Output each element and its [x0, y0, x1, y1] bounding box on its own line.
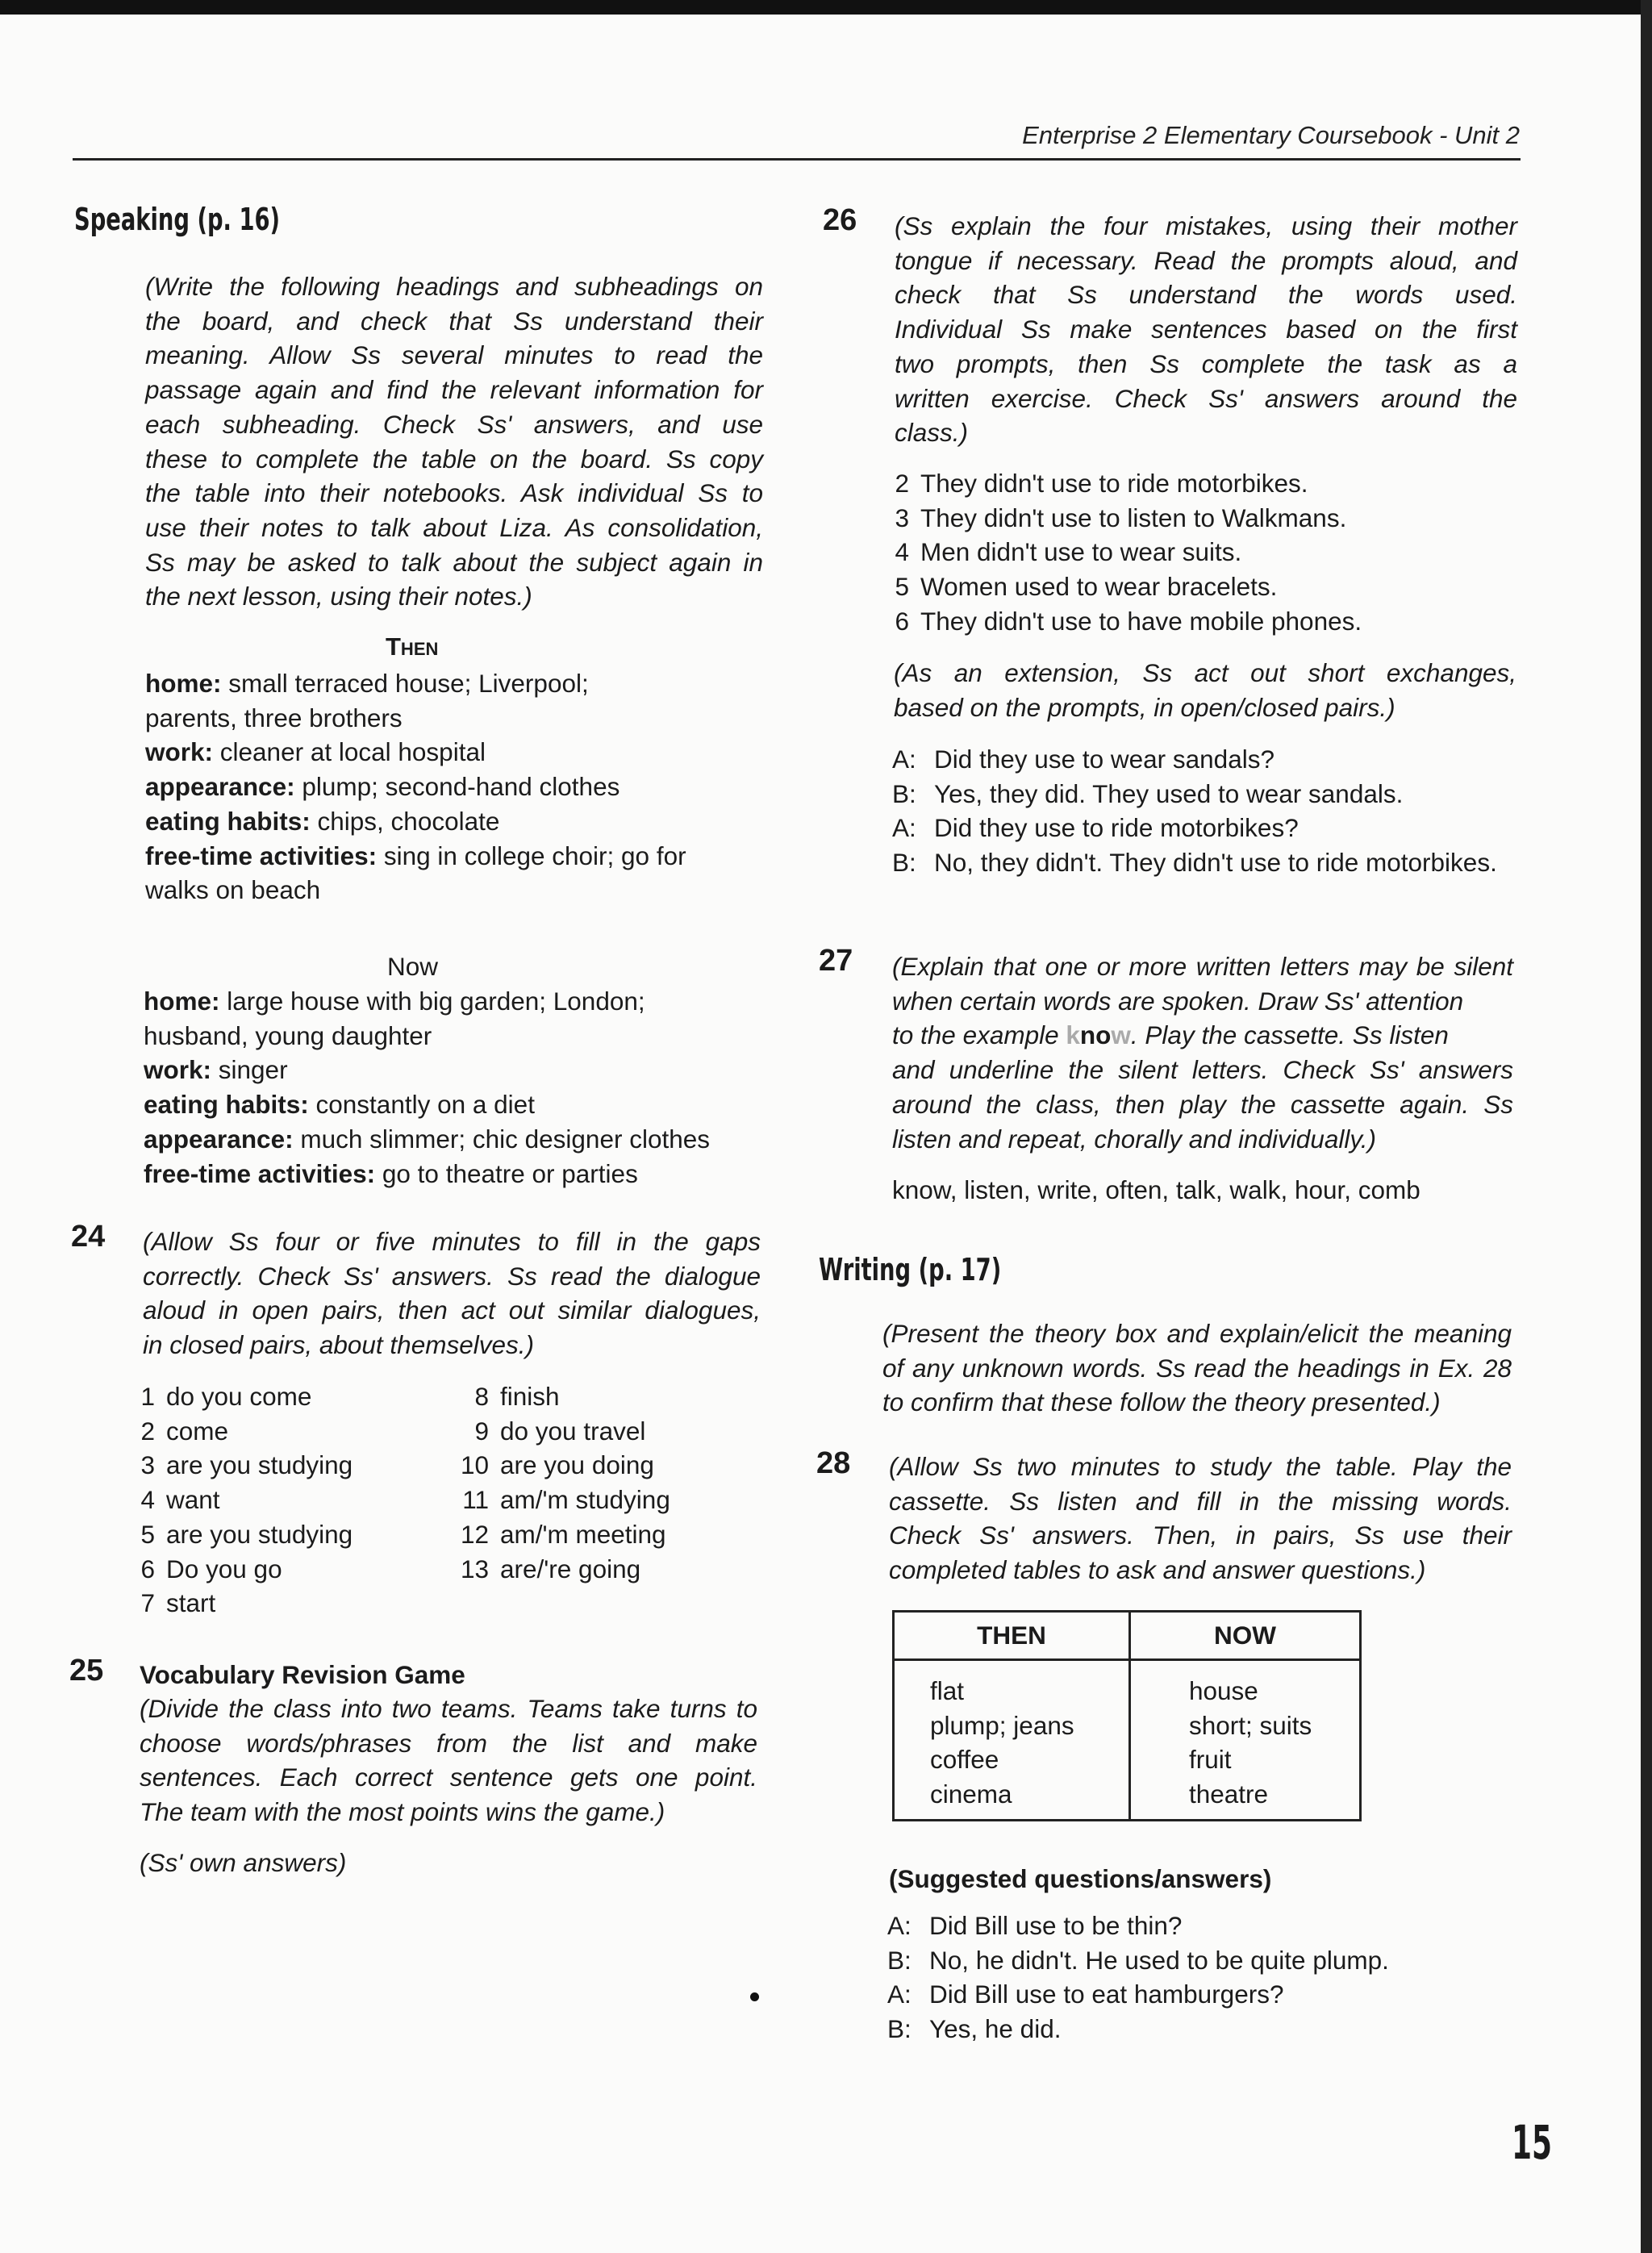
note-row [144, 1157, 773, 1191]
utterance: Did Bill use to eat hamburgers? [929, 1980, 1284, 2009]
item-text: Do you go [166, 1554, 282, 1583]
speaker: A: [892, 745, 916, 774]
item-number: 6 [895, 606, 909, 636]
text-line: (Allow Ss four or five minutes to fill in the gaps [143, 1227, 761, 1256]
table-col-then [894, 1660, 1130, 1821]
note-label: work: [145, 737, 214, 767]
text-line: Individual Ss make sentences based on the first [895, 315, 1517, 344]
text-line: use their notes to talk about Liza. As consolidation, [145, 512, 763, 542]
text-line: tongue if necessary. Read the prompts aloud, and [895, 245, 1517, 275]
note-row [144, 1053, 773, 1087]
text-line: in closed pairs, about themselves.) [143, 1330, 534, 1360]
note-text: small terraced house; Liverpool; [221, 669, 589, 698]
stray-mark [750, 1992, 759, 2001]
item-text: do you come [166, 1382, 312, 1411]
item-number: 1 [140, 1382, 155, 1411]
exercise-25-answer: (Ss' own answers) [140, 1848, 347, 1877]
speaking-instructions [145, 269, 763, 614]
text-line: choose words/phrases from the list and make [140, 1728, 757, 1758]
text-line: (Explain that one or more written letters may be silent [892, 952, 1513, 981]
exercise-26-instructions [895, 209, 1517, 450]
text-line: (Write the following headings and subheadings on [145, 272, 763, 301]
table-cell: coffee [930, 1745, 999, 1774]
note-row [144, 1122, 773, 1157]
exercise-27-word-list: know, listen, write, often, talk, walk, hour, comb [892, 1175, 1420, 1204]
note-text: large house with big garden; London; [219, 987, 645, 1016]
item-text: finish [500, 1382, 560, 1411]
note-row [145, 873, 774, 907]
note-text: sing in college choir; go for [377, 841, 686, 870]
text-line: aloud in open pairs, then act out similar dialogues, [143, 1295, 761, 1325]
text-line: The team with the most points wins the game.) [140, 1797, 665, 1827]
item-text: come [166, 1416, 229, 1446]
note-label: free-time activities: [145, 841, 378, 870]
note-text: constantly on a diet [308, 1090, 535, 1120]
dialogue-line [892, 811, 1517, 845]
item-text: do you travel [500, 1416, 646, 1446]
item-number: 13 [460, 1554, 489, 1583]
item-number: 2 [895, 469, 909, 498]
item-number: 9 [474, 1416, 489, 1446]
exercise-28-dialogue [887, 1909, 1516, 2046]
item-text: They didn't use to ride motorbikes. [920, 469, 1308, 498]
list-item [455, 1483, 761, 1517]
dialogue-line [887, 1909, 1516, 1943]
table-col-now [1130, 1660, 1361, 1821]
item-number: 3 [140, 1450, 155, 1480]
item-number: 4 [895, 537, 909, 567]
table-header-then: THEN [894, 1612, 1130, 1660]
exercise-24-instructions [143, 1225, 761, 1362]
text-line: (Ss explain the four mistakes, using their mother [895, 211, 1517, 240]
note-label: work: [144, 1055, 212, 1085]
exercise-24-number: 24 [71, 1220, 106, 1254]
item-number: 5 [140, 1519, 155, 1549]
item-text: am/'m studying [500, 1485, 670, 1515]
dialogue-line [892, 845, 1517, 880]
list-item [121, 1483, 428, 1517]
item-text: They didn't use to have mobile phones. [920, 606, 1362, 636]
text-line: around the class, then play the cassette again. Ss [892, 1089, 1513, 1119]
item-number: 8 [474, 1382, 489, 1411]
note-row [144, 984, 773, 1019]
item-text: Men didn't use to wear suits. [920, 537, 1242, 567]
now-notes [144, 984, 773, 1191]
list-item [121, 1379, 428, 1414]
text-line: listen and repeat, chorally and individually.) [892, 1124, 1377, 1154]
item-number: 4 [140, 1485, 155, 1515]
list-item [875, 604, 1521, 639]
text-line: meaning. Allow Ss several minutes to read the [145, 340, 763, 370]
item-number: 12 [460, 1519, 489, 1549]
exercise-25-title: Vocabulary Revision Game [140, 1660, 465, 1689]
speaker: A: [887, 1980, 912, 2009]
text-line: (Divide the class into two teams. Teams take turns to [140, 1694, 757, 1723]
table-cell: fruit [1189, 1745, 1232, 1774]
speaker: A: [887, 1911, 912, 1940]
text-line: to confirm that these follow the theory presented.) [882, 1387, 1441, 1417]
utterance: Yes, they did. They used to wear sandals. [934, 778, 1404, 808]
note-label: free-time activities: [144, 1158, 376, 1188]
item-number: 7 [140, 1588, 155, 1618]
note-text: husband, young daughter [144, 1020, 432, 1050]
item-text: Women used to wear bracelets. [920, 572, 1278, 602]
note-label: home: [145, 669, 222, 698]
exercise-27-number: 27 [819, 944, 853, 978]
list-item [875, 466, 1521, 501]
utterance: Did Bill use to be thin? [929, 1911, 1183, 1940]
text-line: these to complete the table on the board. Ss copy [145, 444, 763, 474]
list-item [875, 535, 1521, 570]
text-line: two prompts, then Ss complete the task as a [895, 348, 1517, 378]
note-row [145, 735, 774, 770]
writing-instructions [882, 1316, 1512, 1420]
list-item [455, 1448, 761, 1483]
text-line: Check Ss' answers. Then, in pairs, Ss use their [889, 1521, 1512, 1550]
exercise-28-instructions [889, 1450, 1512, 1588]
text-line: check that Ss understand the words used. [895, 280, 1517, 310]
note-label: appearance: [144, 1124, 294, 1154]
text-line: cassette. Ss listen and fill in the missing words. [889, 1486, 1512, 1516]
note-text: singer [211, 1055, 288, 1085]
page-number: 15 [1512, 2115, 1553, 2170]
speaking-heading: Speaking (p. 16) [74, 202, 281, 237]
dialogue-line [887, 2012, 1516, 2046]
then-label: Then [386, 632, 439, 661]
exercise-28-number: 28 [816, 1446, 851, 1480]
header-rule [73, 158, 1521, 161]
dialogue-line [887, 1977, 1516, 2012]
text-line: passage again and find the relevant information for [145, 375, 763, 405]
note-row [144, 1087, 773, 1122]
utterance: No, he didn't. He used to be quite plump. [929, 1945, 1389, 1975]
utterance: No, they didn't. They didn't use to ride motorbikes. [934, 848, 1497, 878]
table-cell: plump; jeans [930, 1710, 1074, 1740]
list-item [121, 1586, 428, 1621]
text-line: written exercise. Check Ss' answers around the [895, 383, 1517, 413]
list-item [455, 1414, 761, 1449]
exercise-24-answers-col2 [455, 1379, 761, 1586]
note-row [145, 839, 774, 874]
item-number: 5 [895, 572, 909, 602]
table-cell: house [1189, 1676, 1258, 1705]
item-text: are you doing [500, 1450, 654, 1480]
then-notes [145, 666, 774, 907]
note-row [145, 666, 774, 701]
table-header-now: NOW [1130, 1612, 1361, 1660]
item-number: 3 [895, 503, 909, 532]
table-cell: flat [930, 1676, 965, 1705]
utterance: Did they use to wear sandals? [934, 745, 1274, 774]
text-line: Ss may be asked to talk about the subject again in [145, 547, 763, 577]
text-line: and underline the silent letters. Check Ss' answers [892, 1055, 1513, 1085]
item-text: are you studying [166, 1519, 353, 1549]
text-line: sentences. Each correct sentence gets one point. [140, 1763, 757, 1792]
dialogue-line [892, 777, 1517, 811]
item-text: am/'m meeting [500, 1519, 666, 1549]
item-text: start [166, 1588, 216, 1618]
exercise-26-extension [894, 656, 1516, 724]
note-label: eating habits: [145, 806, 311, 836]
exercise-25-instructions [140, 1692, 757, 1830]
list-item [121, 1517, 428, 1552]
exercise-27-instructions: (Explain that one or more written letters may be silent when certain words are spoken. Draw Ss' attention to the example know. Play the cassette. Ss listen and underline the silent letters. Check Ss' answers around the class, then play the cassette again. Ss listen and repeat, chorally and individually.) [892, 949, 1513, 1156]
scan-right-edge [1641, 0, 1652, 2253]
suggested-answers-title: (Suggested questions/answers) [889, 1864, 1272, 1893]
item-text: They didn't use to listen to Walkmans. [920, 503, 1347, 532]
item-text: are you studying [166, 1450, 353, 1480]
text-line: (Present the theory box and explain/elicit the meaning [882, 1319, 1512, 1348]
item-number: 10 [460, 1450, 489, 1480]
text-line: each subheading. Check Ss' answers, and use [145, 409, 763, 439]
item-number: 2 [140, 1416, 155, 1446]
item-number: 11 [462, 1485, 489, 1515]
scan-top-edge [0, 0, 1652, 15]
note-row [144, 1019, 773, 1053]
note-text: chips, chocolate [310, 806, 500, 836]
utterance: Did they use to ride motorbikes? [934, 813, 1299, 843]
speaker: B: [887, 2014, 912, 2044]
text-line: the next lesson, using their notes.) [145, 582, 532, 611]
text-line: of any unknown words. Ss read the headings in Ex. 28 [882, 1353, 1512, 1383]
note-text: plump; second-hand clothes [294, 772, 620, 802]
table-cell: short; suits [1189, 1710, 1312, 1740]
then-now-table [892, 1610, 1362, 1821]
exercise-26-answers [875, 466, 1521, 639]
text-line: when certain words are spoken. Draw Ss' attention [892, 986, 1464, 1016]
note-row [145, 804, 774, 839]
note-text: much slimmer; chic designer clothes [293, 1124, 711, 1154]
item-number: 6 [140, 1554, 155, 1583]
exercise-26-number: 26 [823, 203, 857, 237]
note-text: parents, three brothers [145, 703, 403, 732]
exercise-25-number: 25 [69, 1654, 104, 1688]
table-cell: cinema [930, 1779, 1012, 1809]
list-item [455, 1379, 761, 1414]
speaker: B: [887, 1945, 912, 1975]
text-line: correctly. Check Ss' answers. Ss read the dialogue [143, 1261, 761, 1291]
item-text: are/'re going [500, 1554, 641, 1583]
text-line: based on the prompts, in open/closed pairs.) [894, 692, 1395, 722]
writing-heading: Writing (p. 17) [819, 1252, 1002, 1287]
text-line: completed tables to ask and answer questions.) [889, 1555, 1426, 1585]
note-text: walks on beach [145, 875, 321, 905]
text-line: the table into their notebooks. Ask individual Ss to [145, 478, 763, 508]
running-header: Enterprise 2 Elementary Coursebook - Unit 2 [1022, 121, 1520, 149]
list-item [121, 1552, 428, 1587]
text-line: (Allow Ss two minutes to study the table. Play the [889, 1452, 1512, 1481]
list-item [121, 1414, 428, 1449]
item-text: want [166, 1485, 220, 1515]
note-row [145, 770, 774, 804]
utterance: Yes, he did. [929, 2014, 1062, 2044]
note-label: appearance: [145, 772, 295, 802]
text-line: class.) [895, 418, 969, 448]
list-item [455, 1552, 761, 1587]
speaker: B: [892, 778, 916, 808]
speaker: B: [892, 848, 916, 878]
note-label: home: [144, 987, 220, 1016]
note-text: go to theatre or parties [375, 1158, 638, 1188]
note-row [145, 701, 774, 736]
list-item [455, 1517, 761, 1552]
list-item [875, 501, 1521, 536]
now-label: Now [387, 952, 439, 981]
speaker: A: [892, 813, 916, 843]
list-item [875, 570, 1521, 604]
dialogue-line [887, 1943, 1516, 1978]
text-line: (As an extension, Ss act out short exchanges, [894, 658, 1516, 687]
exercise-24-answers-col1 [121, 1379, 428, 1621]
note-text: cleaner at local hospital [213, 737, 486, 767]
text-line: the board, and check that Ss understand their [145, 306, 763, 336]
list-item [121, 1448, 428, 1483]
exercise-26-dialogue [892, 742, 1517, 880]
table-cell: theatre [1189, 1779, 1269, 1809]
dialogue-line [892, 742, 1517, 777]
note-label: eating habits: [144, 1090, 309, 1120]
